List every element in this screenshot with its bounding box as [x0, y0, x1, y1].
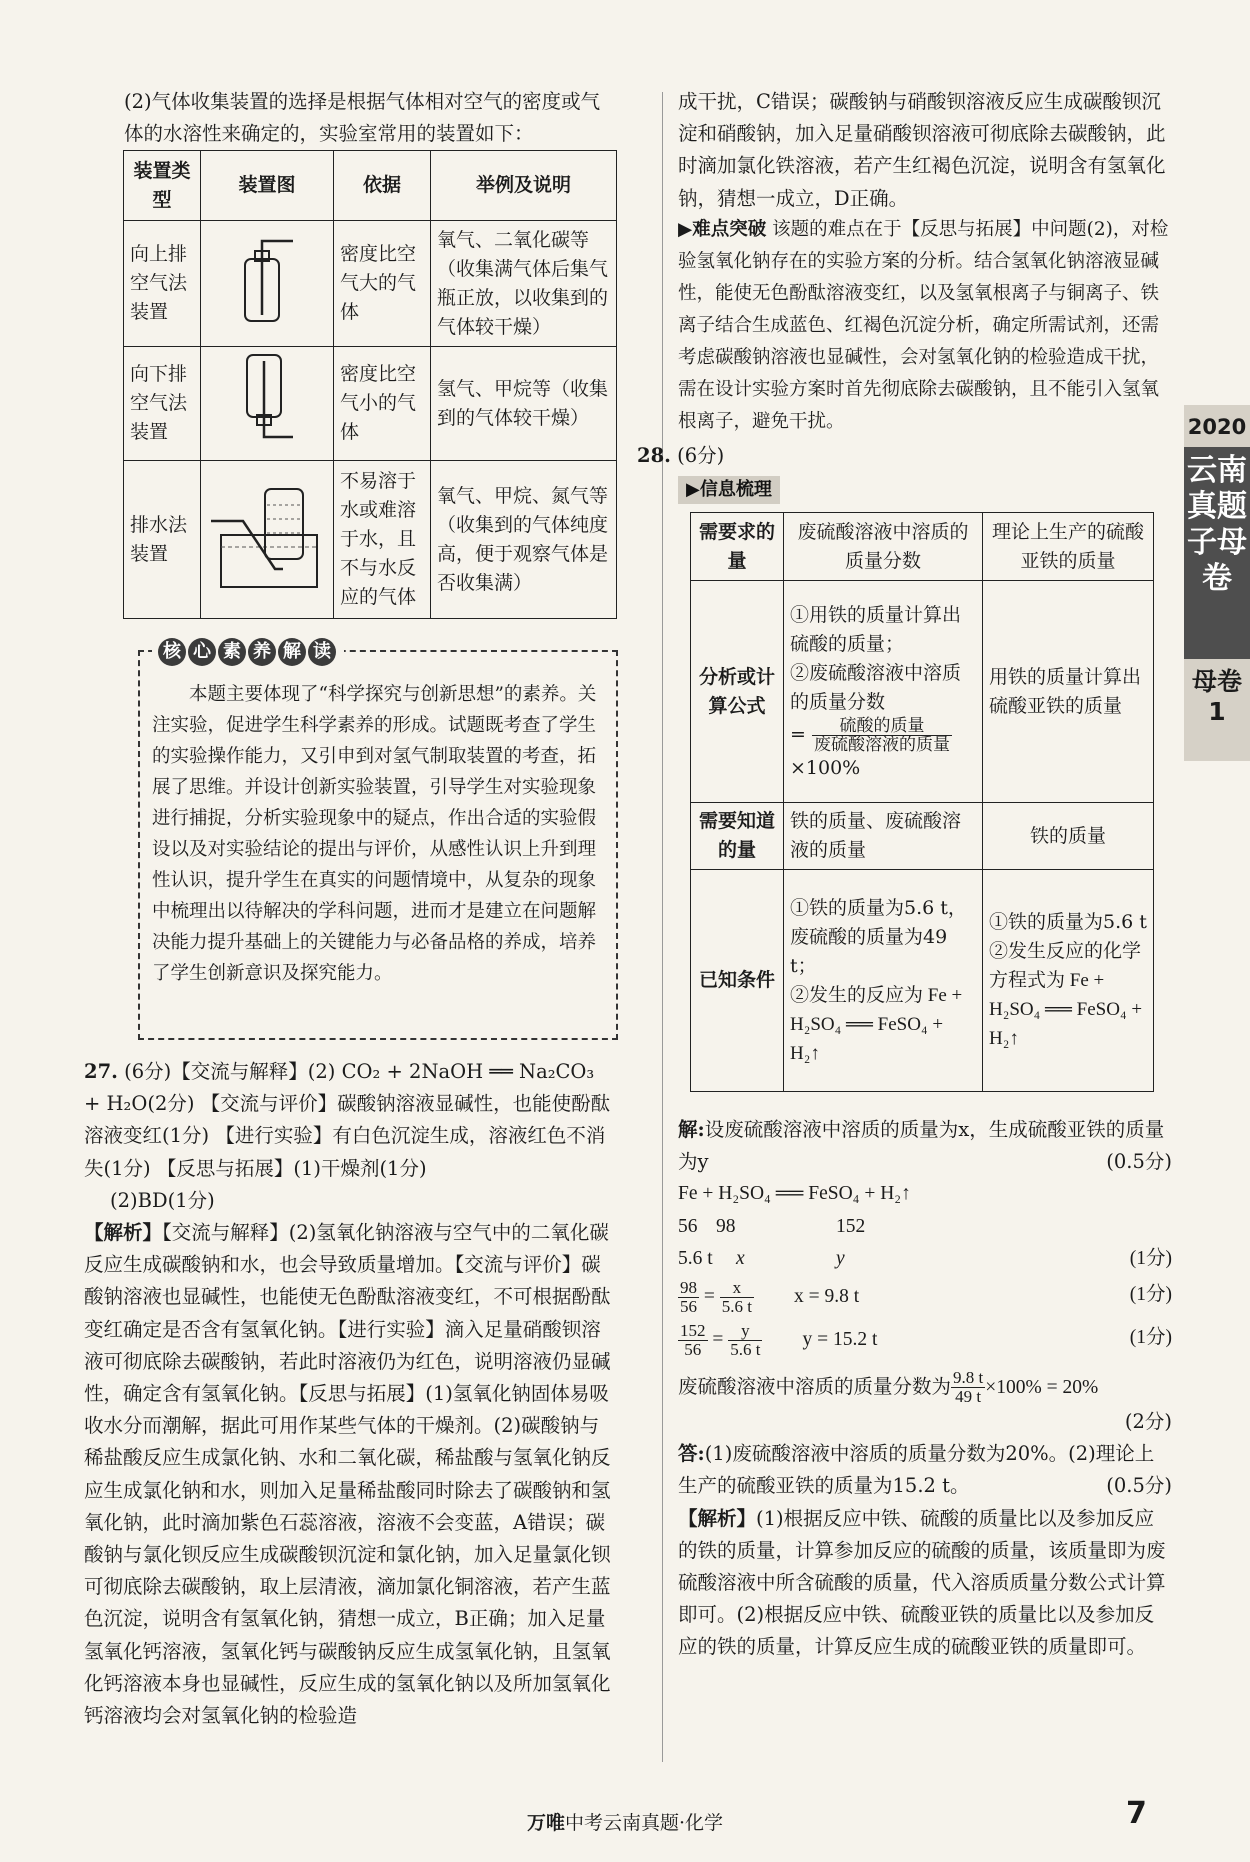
known-b-1: ①铁的质量为5.6 t — [989, 911, 1147, 933]
info-row-need-a: 铁的质量、废硫酸溶液的质量 — [784, 803, 983, 870]
sidebar-tab — [1184, 405, 1250, 761]
formula-denominator: 废硫酸溶液的质量 — [813, 734, 950, 755]
formula-step-2: ②废硫酸溶液中溶质的质量分数 — [790, 661, 962, 713]
analysis-label: 【解析】 — [84, 1221, 163, 1245]
row-basis: 密度比空气小的气体 — [334, 347, 431, 461]
ratio-2-result: y = 15.2 t — [802, 1328, 878, 1350]
solution-intro — [678, 1114, 1172, 1178]
th-example: 举例及说明 — [431, 151, 617, 221]
info-row-known-label: 已知条件 — [691, 870, 784, 1092]
title-char: 素 — [218, 638, 246, 666]
info-table — [690, 512, 1154, 1092]
known-a-2: ②发生的反应为 Fe + H₂SO₄ ══ FeSO₄ + H₂↑ — [790, 984, 963, 1064]
ratio-2-den: 56 — [684, 1340, 702, 1360]
gas-collection-table — [123, 150, 617, 619]
th-type: 装置类型 — [124, 151, 201, 221]
fraction-suffix: ×100% = 20% — [985, 1377, 1099, 1399]
difficulty-text: 该题的难点在于【反思与拓展】中问题(2)，对检验氢氧化钠存在的实验方案的分析。结合氢氧化钠溶液显碱性，能使无色酚酞溶液变红，以及氢氧根离子与铜离子、铁离子结合生成蓝色、红褐色沉淀分析，确定所需试剂，还需考虑碳酸钠溶液也显碱性，会对氢氧化钠的检验造成干扰，需在设计实验方案时首先彻底除去碳酸钠，且不能引入氢氧根离子，避免干扰。 — [678, 219, 1169, 432]
q28-points: (6分) — [677, 444, 725, 467]
info-th-need: 需要求的量 — [691, 513, 784, 581]
footer-text: 中考云南真题·化学 — [564, 1812, 724, 1834]
q27-analysis — [84, 1217, 616, 1732]
solution-block — [678, 1114, 1172, 1664]
solution-text: 设废硫酸溶液中溶质的质量为x，生成硫酸亚铁的质量为y — [678, 1118, 1165, 1174]
row-type: 向上排空气法装置 — [124, 221, 201, 347]
points-1: (1分) — [1129, 1327, 1172, 1349]
row-example: 氧气、甲烷、氮气等（收集到的气体纯度高，便于观察气体是否收集满） — [431, 461, 617, 619]
title-char: 解 — [278, 638, 306, 666]
ratio-1-xden: 5.6 t — [721, 1297, 752, 1317]
analysis-label: 【解析】 — [678, 1506, 757, 1530]
info-row-known-a — [784, 870, 983, 1092]
th-diagram: 装置图 — [201, 151, 334, 221]
solution-label: 解: — [678, 1118, 705, 1141]
info-row-formula-label: 分析或计算公式 — [691, 581, 784, 803]
points-2: (2分) — [1124, 1410, 1172, 1434]
water-displacement-diagram — [201, 461, 334, 619]
downward-bottle-icon — [227, 351, 307, 447]
water-trough-icon — [209, 475, 325, 595]
info-th-feso4: 理论上生产的硫酸亚铁的质量 — [983, 513, 1154, 581]
row-type: 向下排空气法装置 — [124, 347, 201, 461]
sidebar-title: 云南真题子母卷 — [1184, 447, 1250, 659]
q28-header — [637, 440, 724, 472]
analysis-text: (1)根据反应中铁、硫酸的质量比以及参加反应的铁的质量，计算参加反应的硫酸的质量，该质量即为废硫酸溶液中所含硫酸的质量，代入溶质质量分数公式计算即可。(2)根据反应中铁、硫酸亚铁的质量比以及参加反应的铁的质量，计算反应生成的硫酸亚铁的质量即可。 — [678, 1506, 1166, 1659]
row-example: 氧气、二氧化碳等（收集满气体后集气瓶正放，以收集到的气体较干燥） — [431, 221, 617, 347]
fraction-num: 9.8 t — [953, 1368, 984, 1388]
page-number: 7 — [1126, 1796, 1147, 1831]
value-fe: 5.6 t — [678, 1247, 713, 1269]
upward-bottle-icon — [227, 229, 307, 329]
answer-label: 答: — [678, 1442, 705, 1466]
formula-numerator: 硫酸的质量 — [812, 717, 952, 736]
known-a-1: ①铁的质量为5.6 t，废硫酸的质量为49 t； — [790, 896, 967, 977]
final-answer — [678, 1438, 1172, 1502]
core-literacy-text: 本题主要体现了“科学探究与创新思想”的素养。关注实验，促进学生科学素养的形成。试题既考查了学生的实验操作能力，又引申到对氢气制取装置的考查，拓展了思维。并设计创新实验装置，引导学生对实验现象进行捕捉，分析实验现象中的疑点，作出合适的实验假设以及对实验结论的提出与评价，从感性认识上升到理性认识，提升学生在真实的问题情境中，从复杂的现象中梳理出以待解决的学科问题，进而才是建立在问题解决能力提升基础上的关键能力与必备品格的养成，培养了学生创新意识及探究能力。 — [152, 684, 597, 984]
title-char: 核 — [158, 638, 186, 666]
ratio-1-result: x = 9.8 t — [793, 1285, 860, 1307]
intro-text: (2)气体收集装置的选择是根据气体相对空气的密度或气体的水溶性来确定的，实验室常用的装置如下： — [124, 90, 601, 146]
points-1: (1分) — [1129, 1284, 1172, 1306]
info-row-known-b — [983, 870, 1154, 1092]
page-footer — [0, 1808, 1250, 1835]
ratio-2-num: 152 — [680, 1321, 706, 1341]
q27-answer-1: (6分)【交流与解释】(2) CO₂ + 2NaOH ══ Na₂CO₃ + H₂O(2分) 【交流与评价】碳酸钠溶液显碱性，也能使酚酞溶液变红(1分) 【进行实验】有白色沉淀生成，溶液红色不消失(1分) 【反思与拓展】(1)干燥剂(1分) — [84, 1060, 611, 1180]
value-x: x — [736, 1247, 745, 1269]
sidebar-year: 2020 — [1187, 415, 1247, 439]
points-0-5: (0.5分) — [1106, 1150, 1172, 1174]
info-row-need-b: 铁的质量 — [983, 803, 1154, 870]
difficulty-label: ▶难点突破 — [678, 219, 767, 240]
answer-points: (0.5分) — [1106, 1474, 1172, 1498]
row-example: 氢气、甲烷等（收集到的气体较干燥） — [431, 347, 617, 461]
ratio-1-xnum: x — [720, 1279, 754, 1298]
formula-fraction: = $\frac{\text{硫酸的质量}}{\text{废硫酸溶液的质量}}$ — [790, 715, 950, 755]
q27-number: 27. — [84, 1060, 118, 1083]
points-1: (1分) — [1129, 1247, 1172, 1269]
ratio-2: $\frac{152}{56}$ = $\frac{y}{5.6 t}$ y = 15.2 t (1分) — [680, 1321, 1172, 1360]
given-values — [678, 1243, 1172, 1275]
title-char: 读 — [308, 638, 336, 666]
ratio-1-num: 98 — [680, 1278, 697, 1298]
ratio-2-yden: 5.6 t — [730, 1340, 761, 1360]
sidebar-sub: 母卷1 — [1191, 667, 1242, 726]
info-row-formula-a — [784, 581, 983, 803]
mass-fraction-line — [678, 1369, 1172, 1406]
mass-fe: 56 — [678, 1215, 698, 1237]
q28-analysis — [678, 1503, 1172, 1664]
ratio-2-ynum: y — [728, 1322, 762, 1341]
ratio-1-den: 56 — [680, 1297, 697, 1317]
core-literacy-title — [152, 638, 344, 666]
mass-feso4: 152 — [836, 1215, 866, 1237]
value-y: y — [836, 1247, 845, 1269]
formula-step-1: ①用铁的质量计算出硫酸的质量； — [790, 603, 962, 655]
row-type: 排水法装置 — [124, 461, 201, 619]
analysis-text: 【交流与解释】(2)氢氧化钠溶液与空气中的二氧化碳反应生成碳酸钠和水，也会导致质量增加。【交流与评价】碳酸钠溶液也显碱性，也能使无色酚酞溶液变红，不可根据酚酞变红确定是否含有氢氧化钠。【进行实验】滴入足量硝酸钡溶液可彻底除去碳酸钠，若此时溶液仍为红色，说明溶液仍显碱性，确定含有氢氧化钠。【反思与拓展】(1)氢氧化钠固体易吸收水分而潮解，据此可用作某些气体的干燥剂。(2)碳酸钠与稀盐酸反应生成氯化钠、水和二氧化碳，稀盐酸与氢氧化钠反应生成氯化钠和水，则加入足量稀盐酸同时除去了碳酸钠和氢氧化钠，此时滴加紫色石蕊溶液，溶液不会变蓝，A错误；碳酸钠与氯化钡反应生成碳酸钡沉淀和氯化钠，加入足量氯化钡可彻底除去碳酸钠，取上层清液，滴加氯化铜溶液，若产生蓝色沉淀，说明含有氢氧化钠，猜想一成立，B正确；加入足量氢氧化钙溶液，氢氧化钙与碳酸钠反应生成氢氧化钠，且氢氧化钙溶液本身也显碱性，反应生成的氢氧化钠以及所加氢氧化钙溶液均会对氢氧化钠的检验造 — [84, 1221, 611, 1728]
formula-tail: ×100% — [790, 756, 861, 779]
known-b-2: ②发生反应的化学方程式为 Fe + H₂SO₄ ══ FeSO₄ + H₂↑ — [989, 941, 1143, 1049]
title-char: 养 — [248, 638, 276, 666]
difficulty-section — [678, 214, 1172, 438]
fraction-den: 49 t — [955, 1387, 982, 1407]
row-basis: 不易溶于水或难溶于水，且不与水反应的气体 — [334, 461, 431, 619]
row-basis: 密度比空气大的气体 — [334, 221, 431, 347]
q27-answer-2: (2)BD(1分) — [110, 1188, 215, 1212]
upward-air-diagram — [201, 221, 334, 347]
q28-number: 28. — [637, 444, 671, 467]
fraction-prefix: 废硫酸溶液中溶质的质量分数为 — [678, 1375, 952, 1399]
info-th-fraction: 废硫酸溶液中溶质的质量分数 — [784, 513, 983, 581]
downward-air-diagram — [201, 347, 334, 461]
molar-masses — [678, 1211, 1172, 1243]
q27-continued: 成干扰，C错误；碳酸钠与硝酸钡溶液反应生成碳酸钡沉淀和硝酸钠，加入足量硝酸钡溶液可彻底除去碳酸钠，此时滴加氯化铁溶液，若产生红褐色沉淀，说明含有氢氧化钠，猜想一成立，D正确。 — [678, 90, 1166, 210]
reaction-equation: Fe + H₂SO₄ ══ FeSO₄ + H₂↑ — [678, 1183, 911, 1205]
info-row-need-label: 需要知道的量 — [691, 803, 784, 870]
footer-brand: 万唯 — [526, 1812, 565, 1834]
q27-answer — [84, 1056, 616, 1732]
info-label: ▶信息梳理 — [678, 476, 780, 504]
th-basis: 依据 — [334, 151, 431, 221]
column-divider — [662, 92, 663, 1762]
info-tag — [678, 476, 780, 504]
title-char: 心 — [188, 638, 216, 666]
info-row-formula-b: 用铁的质量计算出硫酸亚铁的质量 — [983, 581, 1154, 803]
ratio-1: $\frac{98}{56}$ = $\frac{x}{5.6 t}$ x = 9.8 t (1分) — [680, 1278, 1172, 1317]
answer-text: (1)废硫酸溶液中溶质的质量分数为20%。(2)理论上生产的硫酸亚铁的质量为15.2 t。 — [678, 1442, 1155, 1498]
mass-h2so4: 98 — [716, 1215, 736, 1237]
